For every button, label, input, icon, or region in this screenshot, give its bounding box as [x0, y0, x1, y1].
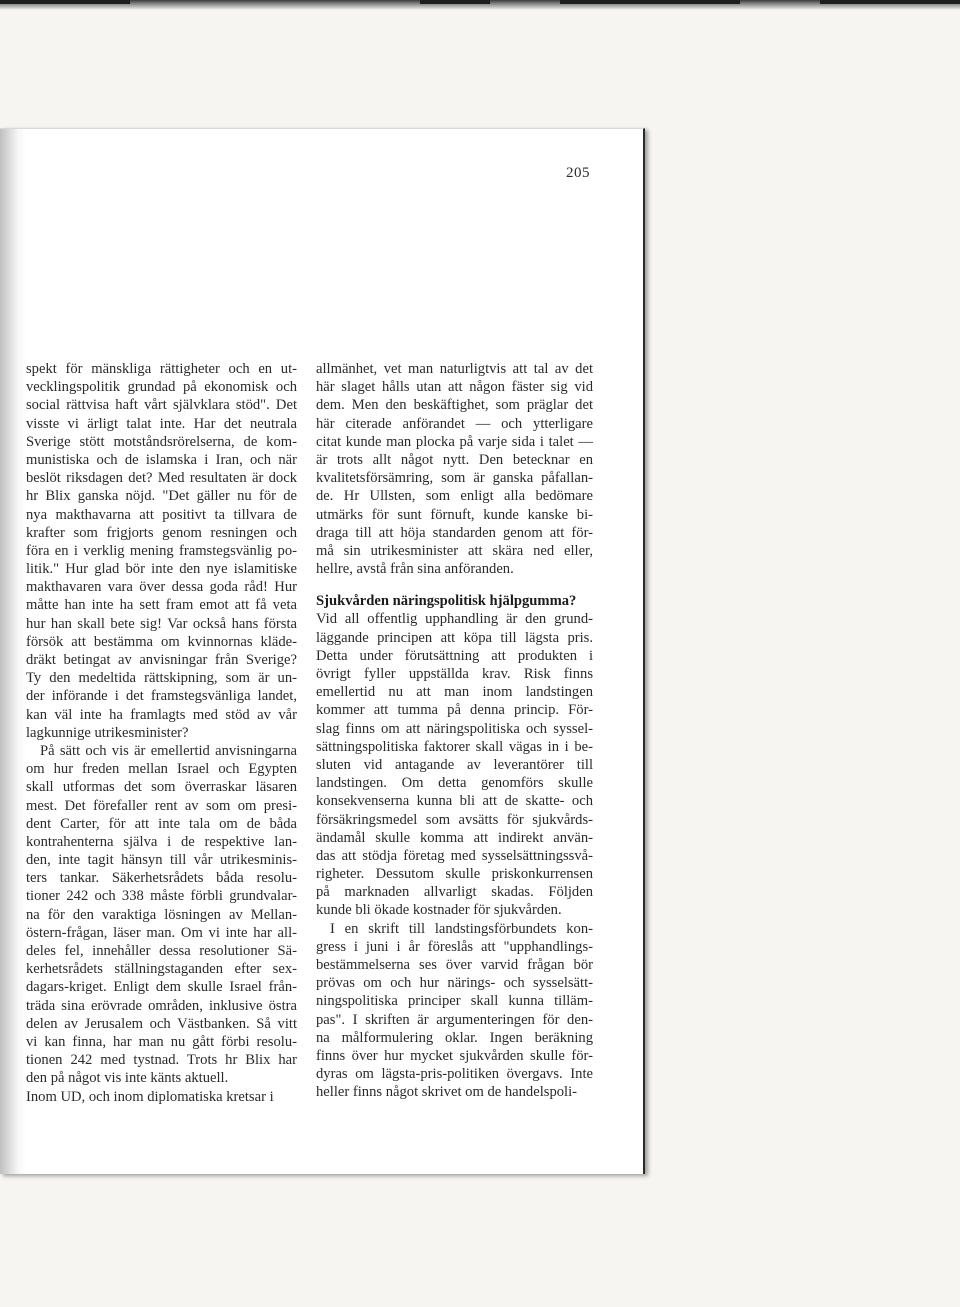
text-line: vi kan finna, har man nu gått förbi resolu- — [26, 1033, 297, 1050]
text-line: tionen 242 med tystnad. Trots hr Blix har — [26, 1052, 297, 1069]
text-line: här slaget hålls utan att någon fäster sig vid — [316, 379, 593, 396]
text-line: na för den varaktiga lösningen av Mellan- — [26, 906, 297, 923]
text-line: östern-frågan, läser man. Om vi inte har all- — [26, 924, 297, 941]
text-line: beslöt riksdagen det? Med resultaten är dock — [26, 470, 297, 487]
text-line: dagars-kriget. Enligt dem skulle Israel från- — [26, 979, 297, 996]
text-line: den på något vis inte känts aktuell. — [26, 1070, 229, 1087]
text-line: finns över hur mycket sjukvården skulle för- — [316, 1047, 593, 1064]
text-line: na målformulering oklar. Ingen beräkning — [316, 1029, 593, 1046]
text-line: kan väl inte ha framlagts med stöd av vår — [26, 706, 297, 723]
text-line: gress i juni i år föreslås att "upphandlings- — [316, 938, 593, 955]
text-line: das att stödja företag med sysselsättningssvå- — [316, 847, 593, 864]
text-line: måtte han inte ha sett fram emot att få veta — [26, 597, 297, 614]
text-line: citat kunde man plocka på varje sida i talet — — [316, 433, 593, 450]
page-number: 205 — [566, 165, 590, 181]
text-line: draga till att höja standarden genom att för- — [316, 524, 593, 541]
text-line: ters tankar. Säkerhetsrådets båda resolu- — [26, 870, 297, 887]
text-line: Vid all offentlig upphandling är den grund- — [316, 611, 593, 628]
text-line: allmänhet, vet man naturligtvis att tal av det — [316, 361, 593, 377]
text-line: skall utformas det som överraskar läsaren — [26, 779, 297, 796]
text-line: landstingen. Om detta genomförs skulle — [316, 775, 593, 792]
text-line: om hur freden mellan Israel och Egypten — [26, 761, 297, 778]
text-line: utmärks för sunt förnuft, kunde kanske bi- — [316, 506, 593, 523]
text-line: emellertid nu att man inom landstingen — [316, 684, 593, 701]
text-line: makthavaren vara över dessa goda råd! Hur — [26, 579, 297, 596]
text-line: konsekvenserna kunna bli att de skatte- och — [316, 793, 593, 810]
text-line: hr Blix ganska nöjd. "Det gäller nu för de — [26, 488, 297, 505]
text-line: munistiska och de islamska i Iran, och när — [26, 451, 297, 468]
text-line: föra en i verklig mening framstegsvänlig po- — [26, 542, 297, 559]
text-line: dyras om lägsta-pris-politiken övergavs. Inte — [316, 1066, 593, 1083]
text-line: Inom UD, och inom diplomatiska kretsar i — [26, 1088, 274, 1105]
text-line: tioner 242 och 338 måste förbli grundvalar- — [26, 888, 297, 905]
scan-top-edge — [0, 0, 960, 10]
text-line: delen av Jerusalem och Västbanken. Så vitt — [26, 1015, 297, 1032]
text-line: litik." Hur glad bör inte den nye islamitiske — [26, 561, 297, 578]
text-line: kommer att tumma på denna princip. För- — [316, 702, 593, 719]
left-text-column — [26, 360, 297, 1106]
text-line: sluten vid antagande av leverantörer till — [316, 756, 593, 773]
book-page — [0, 128, 645, 1174]
text-line: Ty den medeltida rättskipning, som är un- — [26, 670, 297, 687]
paragraph-gap — [316, 578, 593, 592]
text-line: krafter som frigjorts genom resningen och — [26, 524, 297, 541]
text-line: kvalitetsförsämring, som är ganska påfallan- — [316, 470, 593, 487]
right-column-section-text — [316, 610, 593, 1101]
text-line: är trots allt något nytt. Den betecknar en — [316, 451, 593, 468]
text-line: prövas om och hur närings- och sysselsätt- — [316, 975, 593, 992]
text-line: hellre, avstå från sina anföranden. — [316, 561, 514, 578]
text-line: heller finns något skrivet om de handelspoli- — [316, 1084, 578, 1101]
text-line: försäkringsmedel som avsätts för sjukvårds- — [316, 811, 593, 828]
text-line: visste vi ärligt talat inte. Har det neutrala — [26, 415, 297, 432]
text-line: läggande principen att köpa till lägsta pris. — [316, 629, 593, 646]
text-line: ningspolitiska principer skall kunna tilläm- — [316, 993, 593, 1010]
text-line: ändamål skulle komma att indirekt använ- — [316, 829, 593, 846]
text-line: Sverige stött motståndsrörelserna, de kom- — [26, 433, 297, 450]
text-line: övrigt fyller uppställda krav. Risk finns — [316, 666, 593, 682]
text-line: kunde bli ökade kostnader för sjukvården. — [316, 902, 562, 919]
page-gutter-shadow — [0, 129, 26, 1174]
text-line: sättningspolitiska faktorer skall vägas in i be- — [316, 738, 593, 755]
text-line: den, inte tagit hänsyn till vår utrikesminis- — [26, 852, 297, 869]
text-line: social rättvisa haft vårt självklara stöd". Det — [26, 397, 297, 414]
text-line: här citerade anförandet — och ytterligare — [316, 415, 593, 432]
text-line: lagkunnige utrikesminister? — [26, 724, 189, 741]
text-line: Detta under förutsättning att produkten i — [316, 647, 593, 664]
text-line: kerhetsrådets ställningstaganden efter sex- — [26, 961, 297, 978]
text-line: spekt för mänskliga rättigheter och en ut- — [26, 361, 297, 377]
right-column-top-text — [316, 360, 593, 578]
text-line: mest. Det förefaller rent av som om presi- — [26, 797, 297, 814]
text-line: dräkt betingat av anvisningar från Sverige? — [26, 652, 297, 668]
text-line: dem. Men den beskäftighet, som präglar det — [316, 397, 593, 414]
text-line: bestämmelserna ses över varvid frågan bör — [316, 957, 593, 973]
text-line: pas". I skriften är argumenteringen för den- — [316, 1011, 593, 1028]
text-line: der införande i det framstegsvänliga landet, — [26, 688, 297, 705]
text-line: kontrahenterna själva i de respektive lan- — [26, 833, 297, 850]
right-text-column — [316, 360, 593, 1102]
text-line: träda sina erövrade områden, inklusive östra — [26, 997, 297, 1014]
text-line: på marknaden allvarligt skadas. Följden — [316, 884, 593, 901]
section-heading: Sjukvården näringspolitisk hjälpgumma? — [316, 593, 577, 610]
text-line: På sätt och vis är emellertid anvisningarna — [40, 742, 297, 759]
text-line: hur han skall bete sig! Var också hans första — [26, 615, 297, 632]
text-line: försök att bestämma om kvinnornas kläde- — [26, 633, 297, 650]
text-line: nya makthavarna att positivt ta tillvara de — [26, 506, 297, 523]
text-line: må sin utrikesminister att skära ned eller, — [316, 542, 593, 559]
text-line: slag finns om att näringspolitiska och syssel- — [316, 720, 593, 737]
text-line: dent Carter, för att inte tala om de båda — [26, 815, 297, 832]
text-line: I en skrift till landstingsförbundets kon- — [330, 920, 593, 937]
text-line: deles fel, innehåller dessa resolutioner Sä- — [26, 943, 297, 959]
text-line: vecklingspolitik grundad på ekonomisk och — [26, 379, 297, 396]
text-line: righeter. Dessutom skulle priskonkurrensen — [316, 866, 593, 883]
text-line: de. Hr Ullsten, som enligt alla bedömare — [316, 488, 593, 505]
